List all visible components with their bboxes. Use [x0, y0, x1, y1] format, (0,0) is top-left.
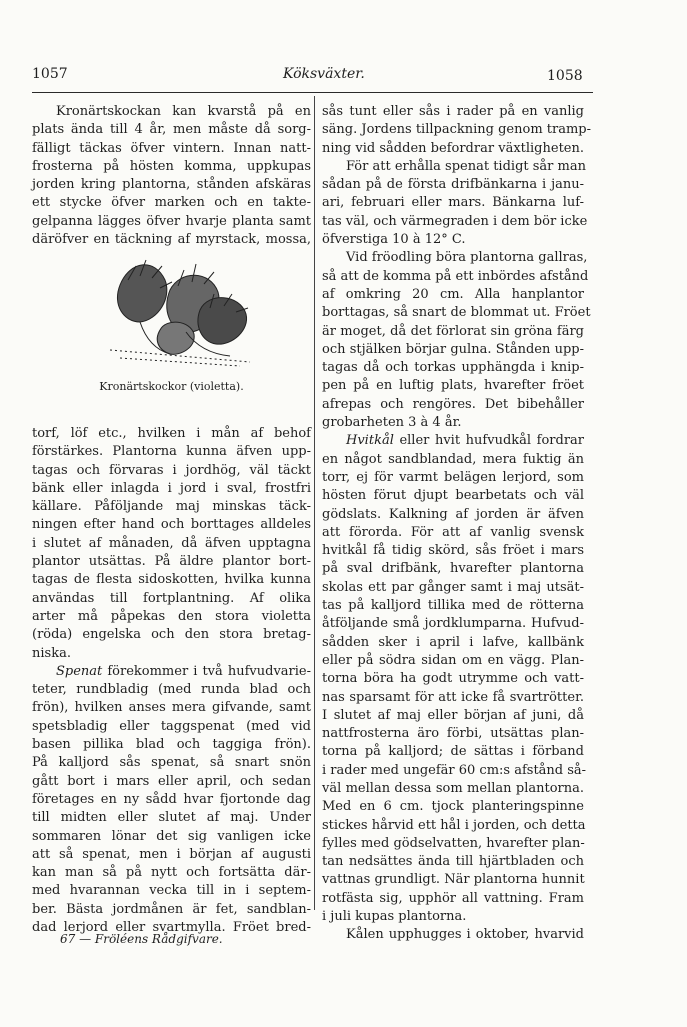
text-line: tagas då och torkas upphängda i knip- [322, 360, 584, 376]
text-line: gått bort i mars eller april, och sedan [32, 773, 311, 789]
text-line: åtföljande små jordklumparna. Hufvud- [322, 616, 584, 632]
text-line: stickes hårvid ett hål i jorden, och detta [322, 817, 586, 833]
text-line: att förorda. För att af vanlig svensk [322, 524, 584, 540]
text-line: fylles med gödselvatten, hvarefter plan- [322, 835, 585, 851]
text-line: kan man så på nytt och fortsätta där- [32, 865, 311, 881]
text-line: så att de komma på ett inbördes afstånd [322, 268, 589, 284]
text-line: torf, löf etc., hvilken i mån af behof [32, 426, 311, 441]
text-line: ari, februari eller mars. Bänkarna luf- [322, 195, 584, 211]
text-line: rotfästa sig, upphör all vattning. Fram [322, 890, 584, 906]
text-line: ningen efter hand och borttages alldeles [32, 517, 311, 533]
figure-caption: Kronärtskockor (violetta). [99, 380, 244, 393]
text-line: torr, ej för varmt belägen lerjord, som [322, 469, 584, 485]
text-line: väl mellan dessa som mellan plantorna. [322, 780, 584, 796]
text-line: Spenat förekommer i två hufvudvarie- [56, 663, 311, 679]
page-number-right: 1058 [547, 68, 583, 84]
text-line: spetsbladig eller taggspenat (med vid [32, 718, 311, 734]
text-line: är moget, då det förlorat sin gröna färg [322, 323, 584, 339]
italic-lead-word: Hvitkål [346, 433, 394, 449]
text-line: eller på södra sidan om en vägg. Plan- [322, 652, 584, 668]
text-line: med hvarannan vecka till in i septem- [32, 883, 311, 899]
text-line: I slutet af maj eller början af juni, då [322, 707, 584, 723]
text-line: På kalljord sås spenat, så snart snön [32, 755, 311, 771]
text-line: gödslats. Kalkning af jorden är äfven [322, 506, 584, 522]
text-line: fälligt täckas öfver vintern. Innan natt- [32, 140, 311, 156]
text-line: frosterna på hösten komma, uppkupas [32, 158, 311, 174]
text-line: sommaren lönar det sig vanligen icke [32, 828, 311, 844]
text-line: grobarheten 3 à 4 år. [322, 415, 462, 431]
text-line: förstärkes. Plantorna kunna äfven upp- [32, 444, 311, 460]
footer-signature: 67 — Fröléens Rådgifvare. [60, 932, 223, 946]
text-line: arter må påpekas den stora violetta [32, 608, 311, 624]
text-line: borttagas, så snart de blommat ut. Fröet [322, 305, 591, 321]
text-line: däröfver en täckning af myrstack, mossa, [32, 232, 311, 248]
text-line: en något sandblandad, mera fuktig än [322, 451, 584, 467]
text-line: plantor utsättas. På äldre plantor bort- [32, 554, 311, 570]
text-line: skolas ett par gånger samt i maj utsät- [322, 579, 584, 595]
text-line: nattfrosterna äro förbi, utsättas plan- [322, 726, 584, 742]
text-line: sådan på de första drifbänkarna i janu- [322, 177, 584, 193]
text-line: Hvitkål eller hvit hufvudkål fordrar [346, 433, 584, 449]
text-line: öfverstiga 10 à 12° C. [322, 232, 466, 248]
header-rule [32, 92, 593, 93]
text-line: nas sparsamt för att icke få svartrötter. [322, 689, 584, 705]
text-line: ber. Bästa jordmånen är fet, sandblan- [32, 901, 311, 917]
text-line: Kålen upphugges i oktober, hvarvid [346, 927, 584, 943]
text-line: sås tunt eller sås i rader på en vanlig [322, 104, 584, 119]
text-line: tas på kalljord tillika med de rötterna [322, 598, 584, 614]
text-line: i rader med ungefär 60 cm:s afstånd så- [322, 762, 587, 778]
text-line: dad lerjord eller svartmylla. Fröet bred- [32, 920, 311, 936]
artichoke-illustration [100, 250, 260, 370]
text-line: tas väl, och värmegraden i dem bör icke [322, 213, 588, 229]
text-line: på sval drifbänk, hvarefter plantorna [322, 561, 584, 577]
text-line: frön), hvilken anses mera gifvande, samt [32, 700, 311, 716]
column-left-top [32, 103, 311, 249]
text-line: sådden sker i april i lafve, kallbänk [322, 634, 584, 650]
text-line: att så spenat, men i början af augusti [32, 846, 311, 862]
column-right [322, 103, 592, 945]
text-line: och stjälken börjar gulna. Stånden upp- [322, 341, 584, 357]
italic-lead-word: Spenat [56, 663, 103, 679]
text-line: vattnas grundligt. När plantorna hunnit [322, 872, 585, 888]
text-line: Med en 6 cm. tjock planteringspinne [322, 799, 584, 815]
column-divider [314, 96, 315, 910]
text-line: torna böra ha godt utrymme och vatt- [322, 671, 584, 687]
text-line: basen pillika blad och taggiga frön). [32, 737, 311, 753]
text-line: Vid fröodling böra plantorna gallras, [346, 250, 588, 266]
text-line: källare. Påföljande maj minskas täck- [32, 499, 311, 515]
text-line: gelpanna lägges öfver hvarje planta samt [32, 213, 311, 229]
text-line: användas till fortplantning. Af olika [32, 590, 311, 606]
column-left-bottom [32, 425, 311, 937]
text-line: tagas de flesta sidoskotten, hvilka kunna [32, 572, 311, 588]
text-line: tagas och förvaras i jordhög, väl täckt [32, 462, 311, 478]
text-line: För att erhålla spenat tidigt sår man [346, 158, 586, 174]
text-line: plats ända till 4 år, men måste då sorg- [32, 122, 311, 138]
running-title: Köksväxter. [283, 66, 365, 82]
text-line: tan nedsättes ända till hjärtbladen och [322, 854, 584, 870]
text-line: Kronärtskockan kan kvarstå på en [56, 104, 311, 119]
text-line: pen på en luftig plats, hvarefter fröet [322, 378, 584, 394]
text-line: jorden kring plantorna, stånden afskäras [32, 177, 311, 193]
text-line: hösten förut djupt bearbetats och väl [322, 488, 584, 504]
text-line: i slutet af månaden, då äfven upptagna [32, 535, 311, 551]
text-line: niska. [32, 645, 71, 661]
text-line: bänk eller inlagda i jord i sval, frostfri [32, 480, 311, 496]
text-line: torna på kalljord; de sättas i förband [322, 744, 584, 760]
text-line: ning vid sådden befordrar växtligheten. [322, 140, 584, 156]
text-line: företages en ny sådd hvar fjortonde dag [32, 791, 311, 807]
text-line: (röda) engelska och den stora bretag- [32, 627, 311, 643]
text-line: afrepas och rengöres. Det bibehåller [322, 396, 584, 412]
text-line: säng. Jordens tillpackning genom tramp- [322, 122, 592, 138]
text-line: teter, rundbladig (med runda blad och [32, 682, 311, 698]
text-line: hvitkål få tidig skörd, sås fröet i mars [322, 543, 584, 559]
text-line: till midten eller slutet af maj. Under [32, 810, 311, 826]
text-line: i juli kupas plantorna. [322, 909, 467, 925]
text-line: af omkring 20 cm. Alla hanplantor [322, 286, 584, 302]
page-number-left: 1057 [32, 66, 68, 82]
text-line: ett stycke öfver marken och en takte- [32, 195, 311, 211]
